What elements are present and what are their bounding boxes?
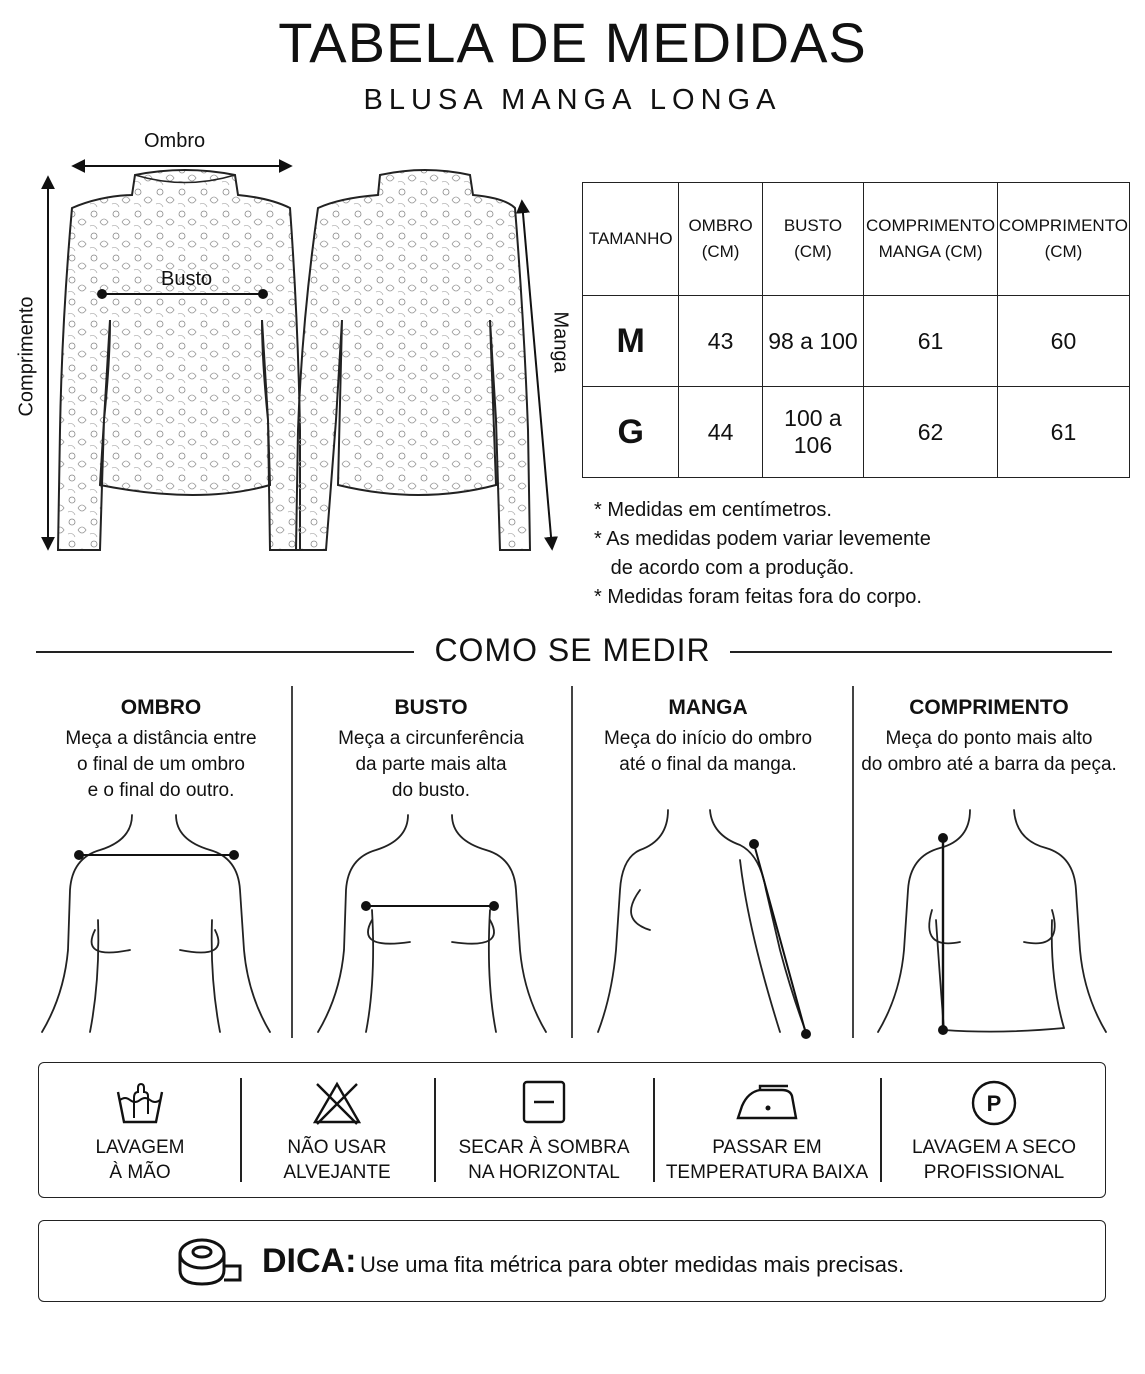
- figure-ombro: [42, 815, 270, 1032]
- care-item-dry-flat-shade: [436, 1078, 652, 1185]
- care-item-hand-wash: [40, 1078, 240, 1185]
- back-garment-drawing: [296, 170, 530, 550]
- busto-cell: 98 a 100: [762, 296, 863, 387]
- manga-label: Manga: [549, 311, 572, 373]
- note-line: * Medidas foram feitas fora do corpo.: [594, 586, 922, 608]
- howto-ombro: [26, 696, 296, 804]
- howto-line: do ombro até a barra da peça.: [861, 754, 1117, 775]
- howto-line: Meça a distância entre: [65, 728, 257, 749]
- comprimento-cell: 61: [997, 387, 1129, 478]
- iron-low-icon: [732, 1078, 802, 1128]
- comprimento-manga-cell: 61: [864, 296, 998, 387]
- hand-wash-icon: [110, 1078, 170, 1128]
- tip-text: Use uma fita métrica para obter medidas mais precisas.: [360, 1252, 905, 1277]
- howto-line: até o final da manga.: [619, 754, 797, 775]
- howto-line: Meça a circunferência: [338, 728, 524, 749]
- header-ombro: OMBRO (CM): [679, 183, 762, 296]
- howto-comprimento: [854, 696, 1124, 778]
- comprimento-manga-cell: 62: [864, 387, 998, 478]
- busto-label: Busto: [161, 268, 213, 290]
- howto-line: da parte mais alta: [355, 754, 507, 775]
- care-item-no-bleach: [242, 1078, 432, 1185]
- howto-line: Meça do ponto mais alto: [885, 728, 1093, 749]
- care-label: NA HORIZONTAL: [468, 1162, 620, 1183]
- howto-title: OMBRO: [120, 696, 202, 719]
- header-busto: BUSTO (CM): [762, 183, 863, 296]
- note-line: * As medidas podem variar levemente: [594, 528, 931, 550]
- comprimento-cell: 60: [997, 296, 1129, 387]
- size-table-header-row: [583, 183, 1130, 296]
- size-cell: M: [583, 296, 679, 387]
- care-label: TEMPERATURA BAIXA: [665, 1162, 869, 1183]
- care-label: PROFISSIONAL: [923, 1162, 1065, 1183]
- front-garment-drawing: [58, 170, 300, 550]
- note-line: * Medidas em centímetros.: [594, 499, 832, 521]
- care-label: SECAR À SOMBRA: [458, 1137, 630, 1158]
- header-comprimento: COMPRIMENTO (CM): [997, 183, 1129, 296]
- comprimento-label: Comprimento: [15, 296, 38, 417]
- garment-diagram: [0, 120, 580, 570]
- size-table: [582, 182, 1130, 478]
- svg-text:P: P: [986, 1091, 1002, 1116]
- howto-line: o final de um ombro: [77, 754, 245, 775]
- care-label: NÃO USAR: [287, 1137, 387, 1158]
- size-cell: G: [583, 387, 679, 478]
- dry-clean-p-icon: [964, 1078, 1024, 1128]
- howto-title: COMPRIMENTO: [909, 696, 1069, 719]
- dry-flat-shade-icon: [514, 1078, 574, 1128]
- care-label: ALVEJANTE: [283, 1162, 391, 1183]
- care-label: À MÃO: [109, 1162, 171, 1183]
- howto-line: do busto.: [391, 780, 471, 801]
- section-title: COMO SE MEDIR: [434, 632, 711, 668]
- section-divider-right: [730, 651, 1112, 653]
- table-row: [583, 296, 1130, 387]
- howto-title: BUSTO: [394, 696, 468, 719]
- header-tamanho: TAMANHO: [583, 183, 679, 296]
- care-item-dry-clean: [882, 1078, 1106, 1185]
- care-label: LAVAGEM A SECO: [911, 1137, 1077, 1158]
- howto-title: MANGA: [668, 696, 748, 719]
- no-bleach-icon: [307, 1078, 367, 1128]
- howto-line: e o final do outro.: [87, 780, 235, 801]
- ombro-cell: 44: [679, 387, 762, 478]
- note-line: de acordo com a produção.: [594, 557, 855, 579]
- table-row: [583, 387, 1130, 478]
- figure-comprimento: [878, 810, 1106, 1032]
- page-subtitle: BLUSA MANGA LONGA: [363, 84, 782, 116]
- care-item-iron-low: [655, 1078, 879, 1185]
- care-label: LAVAGEM: [95, 1137, 185, 1158]
- ombro-cell: 43: [679, 296, 762, 387]
- measuring-tape-icon: [176, 1230, 246, 1290]
- ombro-label: Ombro: [144, 130, 206, 152]
- header-comprimento-manga: COMPRIMENTO MANGA (CM): [864, 183, 998, 296]
- notes: [594, 496, 931, 612]
- figure-busto: [318, 815, 546, 1032]
- care-label: PASSAR EM: [712, 1137, 822, 1158]
- busto-cell: 100 a 106: [762, 387, 863, 478]
- tip-title: DICA:: [262, 1242, 357, 1280]
- howto-manga: [573, 696, 843, 778]
- measuring-figures: [0, 800, 1145, 1045]
- howto-busto: [296, 696, 566, 804]
- howto-line: Meça do início do ombro: [603, 728, 813, 749]
- page-title: TABELA DE MEDIDAS: [278, 11, 867, 74]
